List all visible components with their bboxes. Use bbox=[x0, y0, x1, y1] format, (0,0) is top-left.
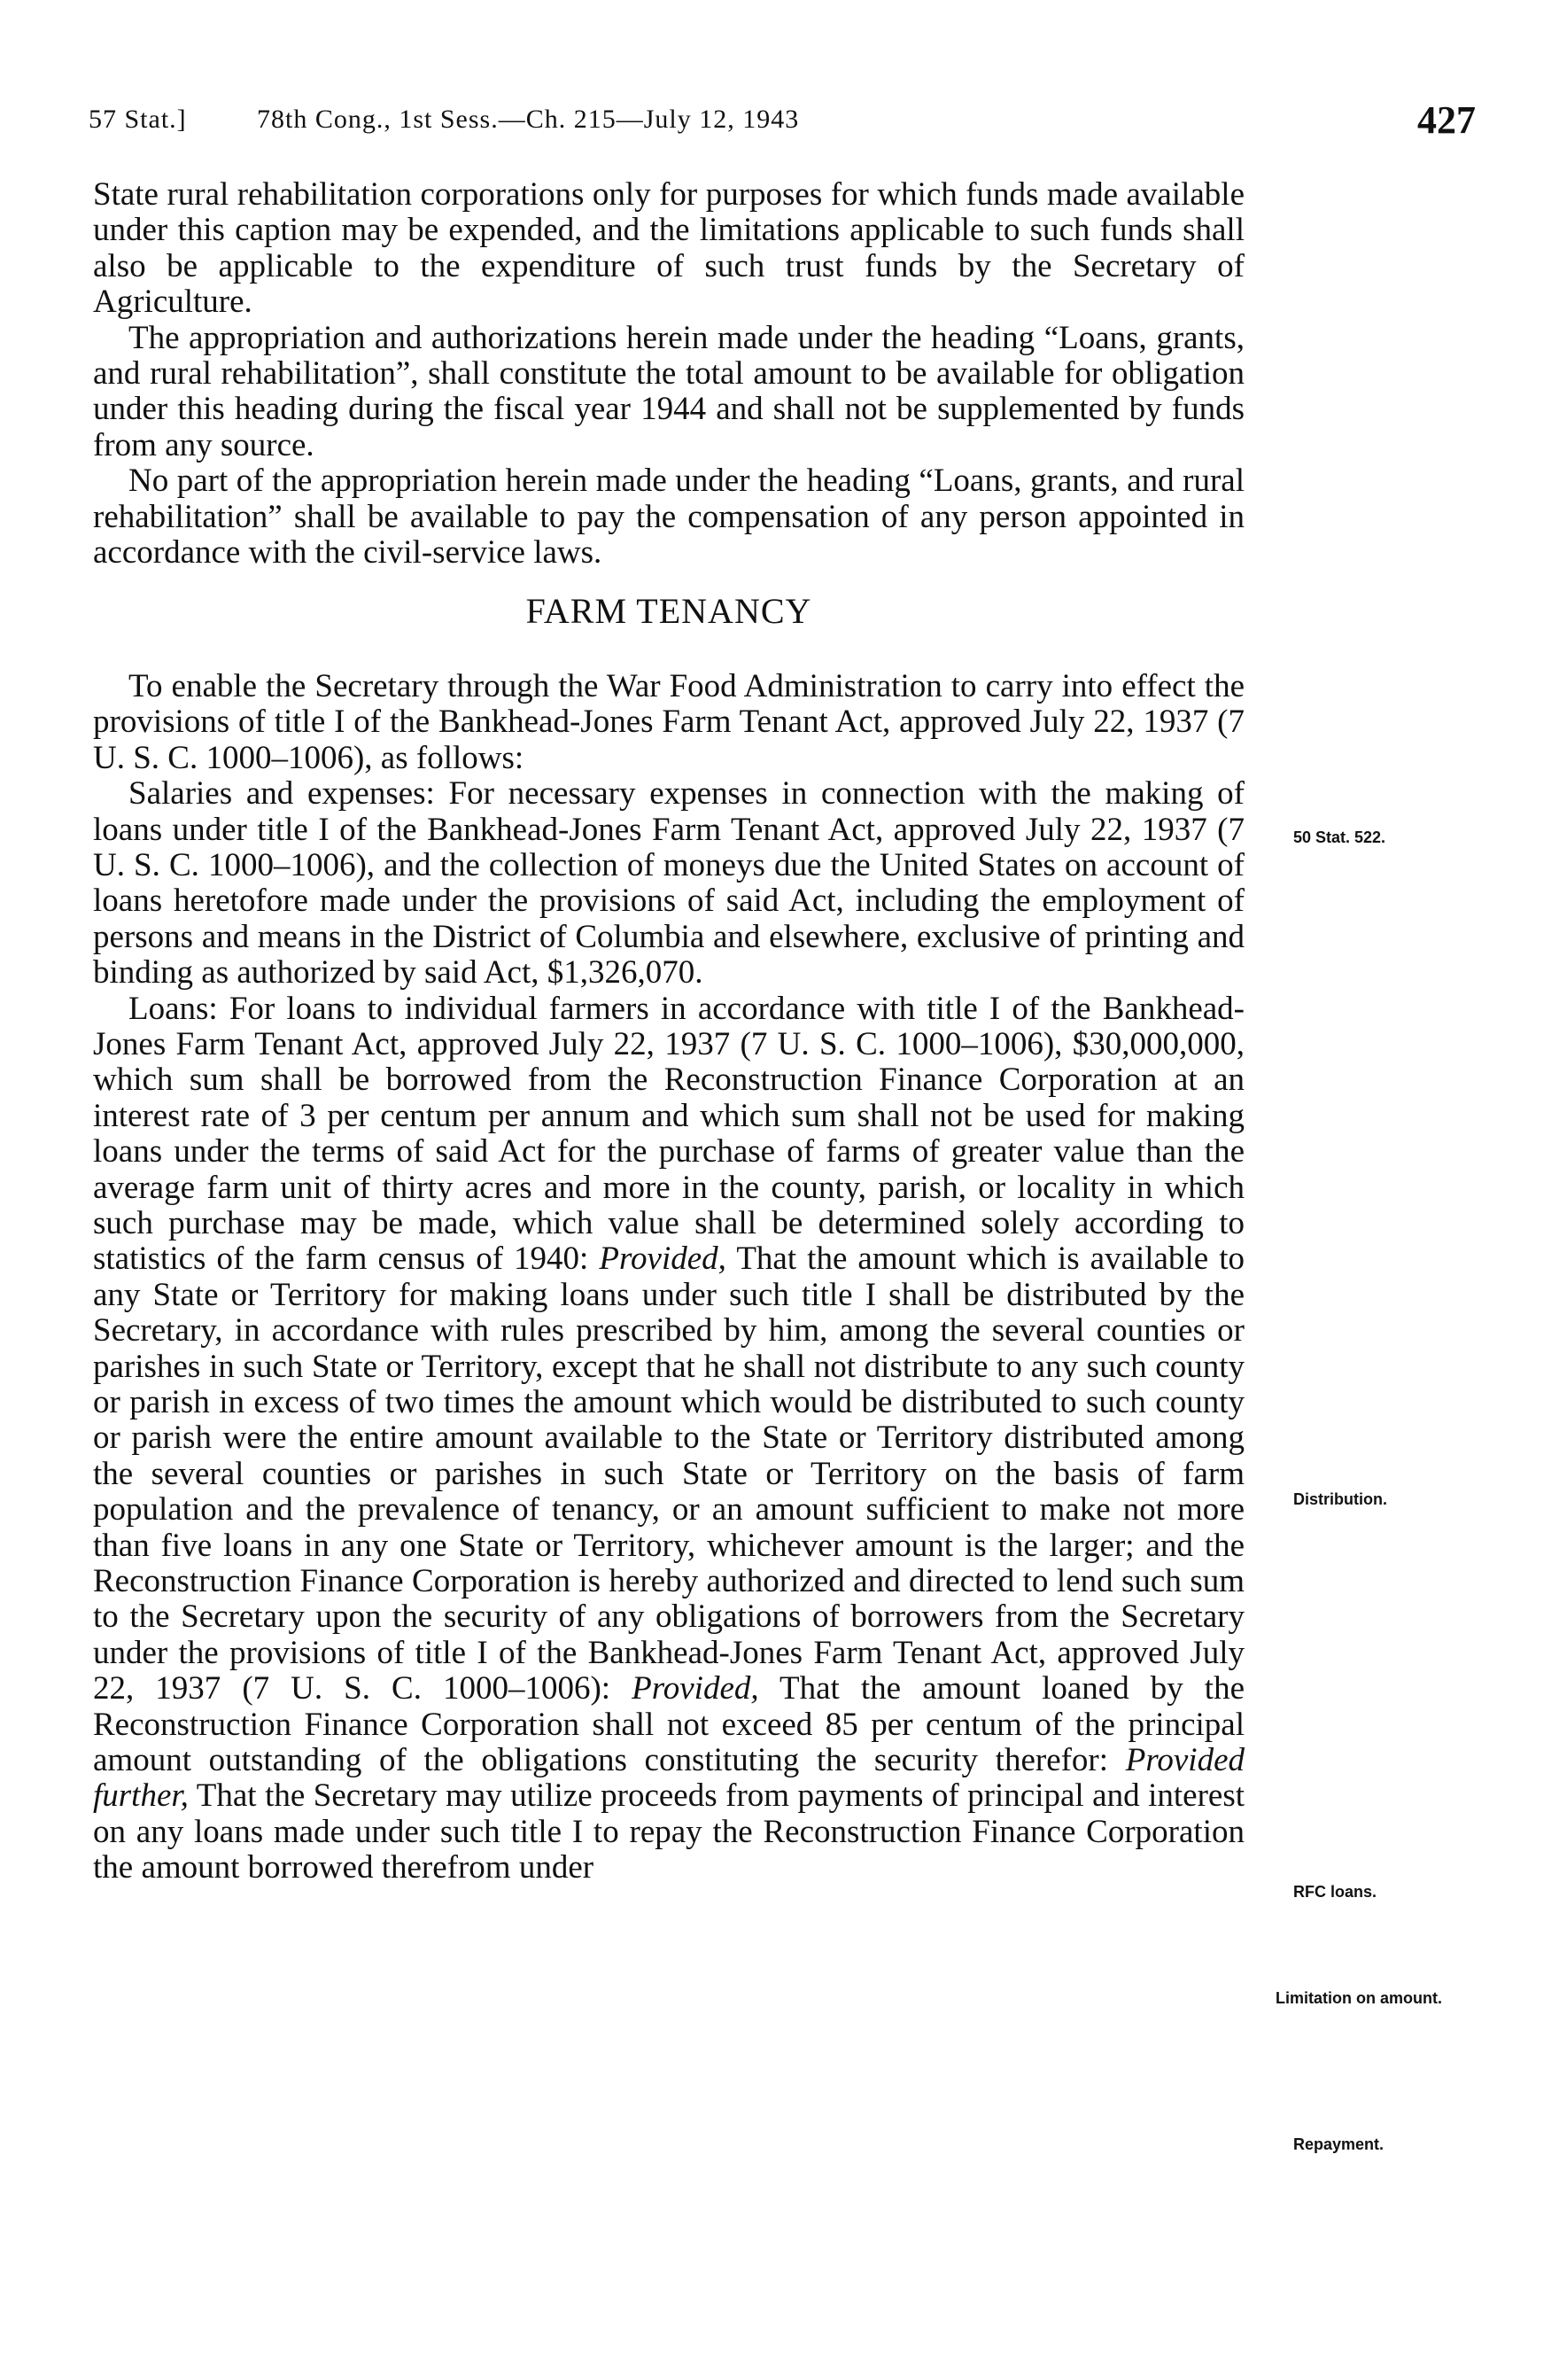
running-header bbox=[0, 97, 1559, 151]
proviso-1: Provided, bbox=[599, 1241, 726, 1278]
statute-volume: 57 Stat.] bbox=[89, 105, 187, 134]
margin-note-distribution: Distribution. bbox=[1293, 1490, 1387, 1508]
proviso-3: Provided further, bbox=[93, 1742, 1245, 1815]
loans-text-part-2: That the amount which is available to any State or Territory for making loans under such title I shall be distributed by the Secretary, in accordance with rules prescribed by him, among the several counties or parishes in such State or Territory, except that he shall not distribute to any such county or parish in excess of two times the amount which would be distributed to such county or parish were the entire amount available to the State or Territory distributed among the several counties or parishes in such State or Territory on the basis of farm population and the prevalence of tenancy, or an amount sufficient to make not more than five loans in any one State or Territory, whichever amount is the larger; and the Reconstruction Finance Corporation is hereby authorized and directed to lend such sum to the Secretary upon the security of any obligations of borrowers from the Secretary under the provisions of title I of the Bankhead-Jones Farm Tenant Act, approved July 22, 1937 (7 U. S. C. 1000–1006): bbox=[93, 1241, 1245, 1707]
paragraph-salaries-expenses: Salaries and expenses: For necessary expenses in connection with the making of loans under title I of the Bankhead-Jones Farm Tenant Act, approved July 22, 1937 (7 U. S. C. 1000–1006), and the collection of moneys due the United States on account of loans heretofore made under the provisions of said Act, including the employment of persons and means in the District of Columbia and elsewhere, exclusive of printing and binding as authorized by said Act, $1,326,070. bbox=[93, 775, 1245, 992]
paragraph-farm-tenant-act: To enable the Secretary through the War Food Administration to carry into effect the provisions of title I of the Bankhead-Jones Farm Tenant Act, approved July 22, 1937 (7 U. S. C. 1000–1006), as follows: bbox=[93, 667, 1245, 776]
paragraph-trust-funds: State rural rehabilitation corporations only for purposes for which funds made available under this caption may be expended, and the limitations applicable to such funds shall also be applicable to the expenditure of such trust funds by the Secretary of Agriculture. bbox=[93, 176, 1245, 321]
loans-text-part-1: Loans: For loans to individual farmers in accordance with title I of the Bankhead-Jones Farm Tenant Act, approved July 22, 1937 (7 U. S. C. 1000–1006), $30,000,000, which sum shall be borrowed from the Reconstruction Finance Corporation at an interest rate of 3 per centum per annum and which sum shall not be used for making loans under the terms of said Act for the purchase of farms of greater value than the average farm unit of thirty acres and more in the county, parish, or locality in which such purchase may be made, which value shall be determined solely according to statistics of the farm census of 1940: bbox=[93, 990, 1245, 1278]
paragraph-civil-service: No part of the appropriation herein made under the heading “Loans, grants, and rural rehabilitation” shall be available to pay the compensation of any person appointed in accordance with the civil-service laws. bbox=[93, 463, 1245, 572]
margin-note-repayment: Repayment. bbox=[1293, 2135, 1384, 2153]
page-number: 427 bbox=[1417, 98, 1476, 142]
loans-text-part-3: That the amount loaned by the Reconstruction Finance Corporation shall not exceed 85 per centum of the principal amount outstanding of the obligations constituting the security therefor: bbox=[93, 1670, 1245, 1779]
loans-text-part-4: That the Secretary may utilize proceeds from payments of principal and interest on any loans made under such title I to repay the Reconstruction Finance Corporation the amount borrowed therefrom under bbox=[93, 1777, 1245, 1886]
paragraph-loans bbox=[93, 992, 1245, 1886]
margin-note-rfc-loans: RFC loans. bbox=[1293, 1883, 1377, 1901]
paragraph-appropriation-total: The appropriation and authorizations herein made under the heading “Loans, grants, and rural rehabilitation”, shall constitute the total amount to be available for obligation under this heading during the fiscal year 1944 and shall not be supplemented by funds from any source. bbox=[93, 319, 1245, 463]
margin-note-stat: 50 Stat. 522. bbox=[1293, 828, 1386, 846]
congress-session-line: 78th Cong., 1st Sess.—Ch. 215—July 12, 1943 bbox=[257, 105, 800, 134]
main-text-column bbox=[93, 177, 1245, 1886]
margin-note-limitation: Limitation on amount. bbox=[1276, 1989, 1442, 2007]
section-heading-farm-tenancy: FARM TENANCY bbox=[525, 591, 812, 632]
proviso-2: Provided, bbox=[632, 1670, 759, 1707]
